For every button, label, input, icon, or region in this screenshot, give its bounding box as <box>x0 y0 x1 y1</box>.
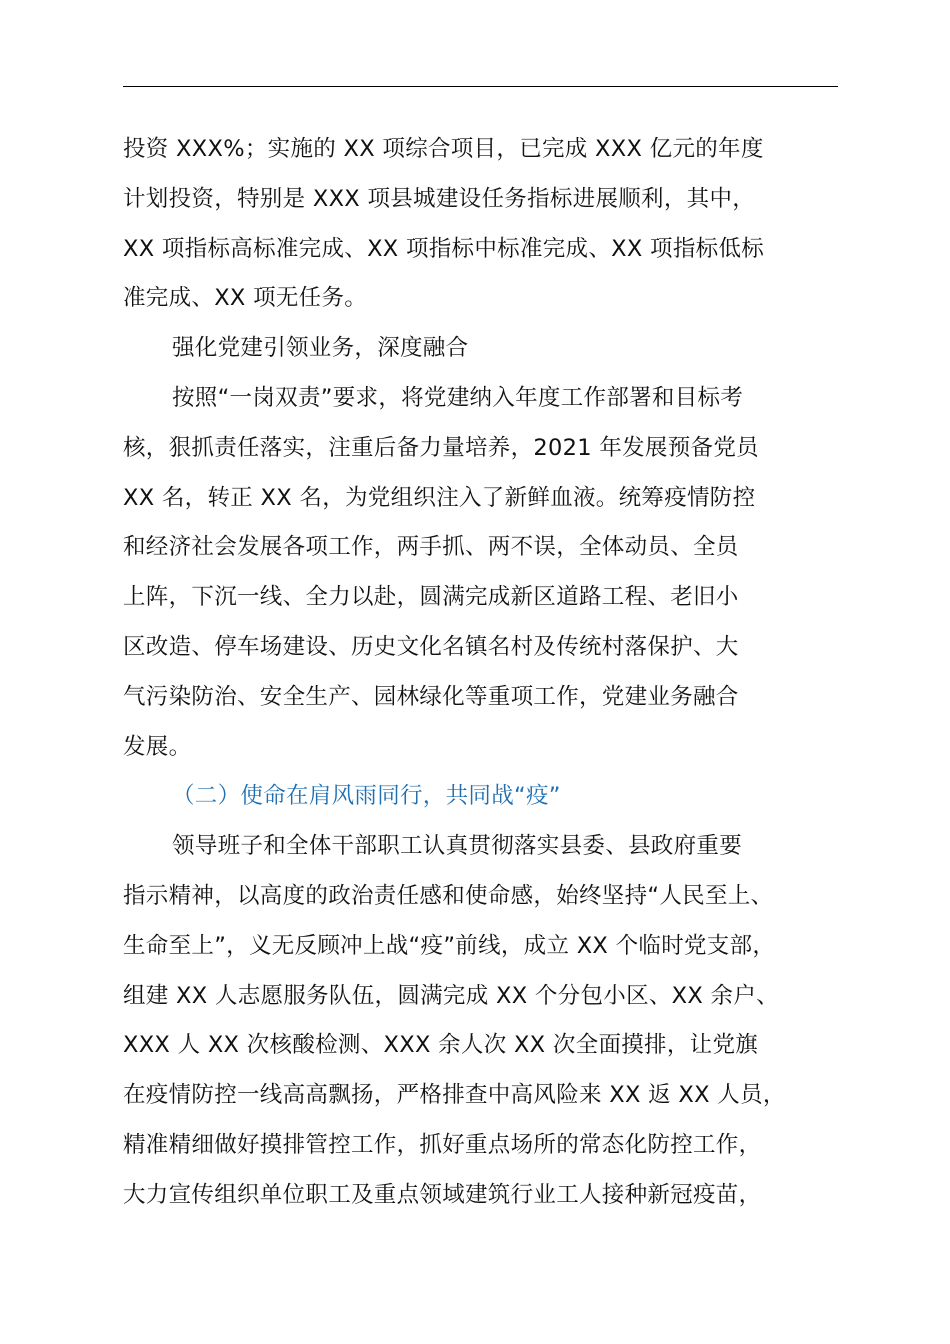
text-line: 准完成、XX 项无任务。 <box>123 285 368 312</box>
text-line: 和经济社会发展各项工作，两手抓、两不误，全体动员、全员 <box>123 534 739 561</box>
text-line: 按照“一岗双责”要求，将党建纳入年度工作部署和目标考 <box>172 384 744 411</box>
text-line: 气污染防治、安全生产、园林绿化等重项工作，党建业务融合 <box>123 683 739 710</box>
header-rule <box>123 86 838 87</box>
text-line: 精准精细做好摸排管控工作，抓好重点场所的常态化防控工作， <box>123 1131 762 1158</box>
text-line: 生命至上”，义无反顾冲上战“疫”前线，成立 XX 个临时党支部， <box>123 932 776 959</box>
text-line: 大力宣传组织单位职工及重点领域建筑行业工人接种新冠疫苗， <box>123 1181 762 1208</box>
text-line: 上阵，下沉一线、全力以赴，圆满完成新区道路工程、老旧小 <box>123 584 739 611</box>
subheading-text: 强化党建引领业务，深度融合 <box>172 335 469 362</box>
text-line: 组建 XX 人志愿服务队伍，圆满完成 XX 个分包小区、XX 余户、 <box>123 982 779 1009</box>
paragraph-continuation <box>123 125 838 324</box>
section-heading-text: （二）使命在肩风雨同行，共同战“疫” <box>172 783 561 810</box>
text-line: 领导班子和全体干部职工认真贯彻落实县委、县政府重要 <box>172 833 743 860</box>
text-line: 区改造、停车场建设、历史文化名镇名村及传统村落保护、大 <box>123 633 739 660</box>
paragraph-epidemic <box>123 822 838 1220</box>
subheading-party-building <box>123 324 838 374</box>
text-line: 在疫情防控一线高高飘扬，严格排查中高风险来 XX 返 XX 人员， <box>123 1082 786 1109</box>
text-line: XXX 人 XX 次核酸检测、XXX 余人次 XX 次全面摸排，让党旗 <box>123 1032 759 1059</box>
text-line: 计划投资，特别是 XXX 项县城建设任务指标进展顺利，其中， <box>123 185 756 212</box>
text-line: 投资 XXX%；实施的 XX 项综合项目，已完成 XXX 亿元的年度 <box>123 136 764 162</box>
text-line: 指示精神，以高度的政治责任感和使命感，始终坚持“人民至上、 <box>123 882 774 909</box>
text-line: XX 项指标高标准完成、XX 项指标中标准完成、XX 项指标低标 <box>123 235 765 262</box>
document-body <box>123 125 838 1221</box>
section-heading-2 <box>123 772 838 822</box>
text-line: 发展。 <box>123 733 192 760</box>
paragraph-party-building <box>123 374 838 772</box>
text-line: 核，狠抓责任落实，注重后备力量培养，2021 年发展预备党员 <box>123 434 759 461</box>
text-line: XX 名，转正 XX 名，为党组织注入了新鲜血液。统筹疫情防控 <box>123 484 756 511</box>
